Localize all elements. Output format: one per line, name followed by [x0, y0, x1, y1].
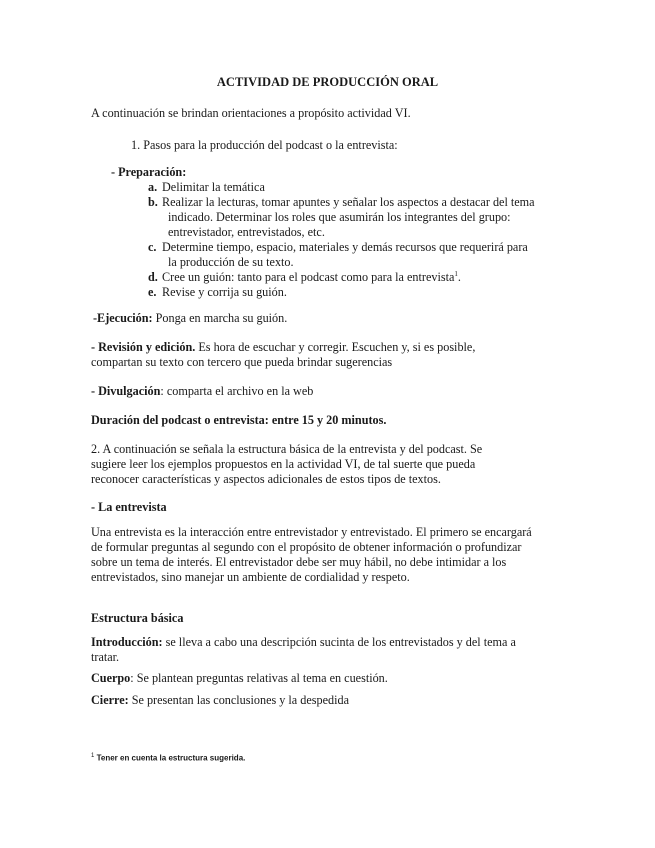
cuerpo-label: Cuerpo: [91, 671, 131, 685]
preparacion-list: [148, 180, 568, 300]
ejecucion-paragraph: [93, 311, 548, 326]
step-1-heading: 1. Pasos para la producción del podcast o la entrevista:: [131, 138, 398, 152]
list-item: [148, 195, 568, 240]
page-title: ACTIVIDAD DE PRODUCCIÓN ORAL: [216, 75, 439, 89]
revision-paragraph: [91, 340, 516, 370]
step-2-paragraph: 2. A continuación se señala la estructura básica de la entrevista y del podcast. Se sugiere leer los ejemplos propuestos en la actividad VI, de tal suerte que pueda reconocer características y aspectos adicionales de estos tipos de textos.: [91, 442, 483, 486]
ejecucion-label: -Ejecución:: [93, 311, 153, 325]
list-letter: c.: [148, 240, 157, 254]
cierre-text: Se presentan las conclusiones y la despedida: [128, 693, 349, 707]
preparacion-label: - Preparación:: [111, 165, 187, 179]
footnote-mark: 1: [91, 753, 95, 759]
list-text: Cree un guión: tanto para el podcast como para la entrevista: [162, 270, 455, 284]
duracion-heading: Duración del podcast o entrevista: entre 15 y 20 minutos.: [91, 413, 387, 427]
revision-label: - Revisión y edición.: [91, 340, 196, 354]
footnote-text: Tener en cuenta la estructura sugerida.: [96, 753, 246, 763]
list-text: Revise y corrija su guión.: [162, 285, 287, 299]
ejecucion-text: Ponga en marcha su guión.: [152, 311, 288, 325]
cuerpo-text: : Se plantean preguntas relativas al tema en cuestión.: [130, 671, 388, 685]
cuerpo-paragraph: [91, 671, 546, 686]
list-letter: a.: [148, 180, 158, 194]
list-text: Determine tiempo, espacio, materiales y demás recursos que requerirá para: [162, 240, 528, 254]
list-letter: e.: [148, 285, 157, 299]
divulgacion-paragraph: [91, 384, 546, 399]
footnote: [91, 749, 245, 766]
list-item: [148, 240, 568, 270]
introduccion-label: Introducción:: [91, 635, 163, 649]
entrevista-heading: - La entrevista: [91, 500, 167, 514]
cierre-paragraph: [91, 693, 546, 708]
introduccion-text: se lleva a cabo una descripción sucinta de los entrevistados y del tema a tratar.: [91, 635, 516, 664]
list-text-cont: la producción de su texto.: [168, 255, 294, 269]
list-item: [148, 285, 568, 300]
footnote-reference: 1: [454, 269, 458, 278]
divulgacion-label: - Divulgación: [91, 384, 161, 398]
estructura-heading: Estructura básica: [91, 611, 184, 625]
list-text: Delimitar la temática: [162, 180, 265, 194]
divulgacion-text: : comparta el archivo en la web: [160, 384, 314, 398]
intro-paragraph: A continuación se brindan orientaciones a propósito actividad VI.: [91, 106, 411, 120]
list-text-cont: indicado. Determinar los roles que asumirán los integrantes del grupo: entrevistador, entrevistados, etc.: [168, 210, 511, 239]
list-item: d. Cree un guión: tanto para el podcast como para la entrevista$^1$.: [148, 269, 461, 284]
revision-text: Es hora de escuchar y corregir. Escuchen y, si es posible, compartan su texto con tercero que pueda brindar sugerencias: [91, 340, 476, 369]
entrevista-paragraph: Una entrevista es la interacción entre entrevistador y entrevistado. El primero se encargará de formular preguntas al segundo con el propósito de obtener información o profundizar sobre un tema de interés. El entrevistador debe ser muy hábil, no debe intimidar a los entrevistados, sino manejar un ambiente de cordialidad y respeto.: [91, 525, 532, 584]
list-text: Realizar la lecturas, tomar apuntes y señalar los aspectos a destacar del tema: [162, 195, 535, 209]
list-letter: b.: [148, 195, 158, 209]
introduccion-paragraph: [91, 635, 546, 665]
list-item: [148, 180, 568, 195]
list-letter: d.: [148, 270, 158, 284]
cierre-label: Cierre:: [91, 693, 129, 707]
